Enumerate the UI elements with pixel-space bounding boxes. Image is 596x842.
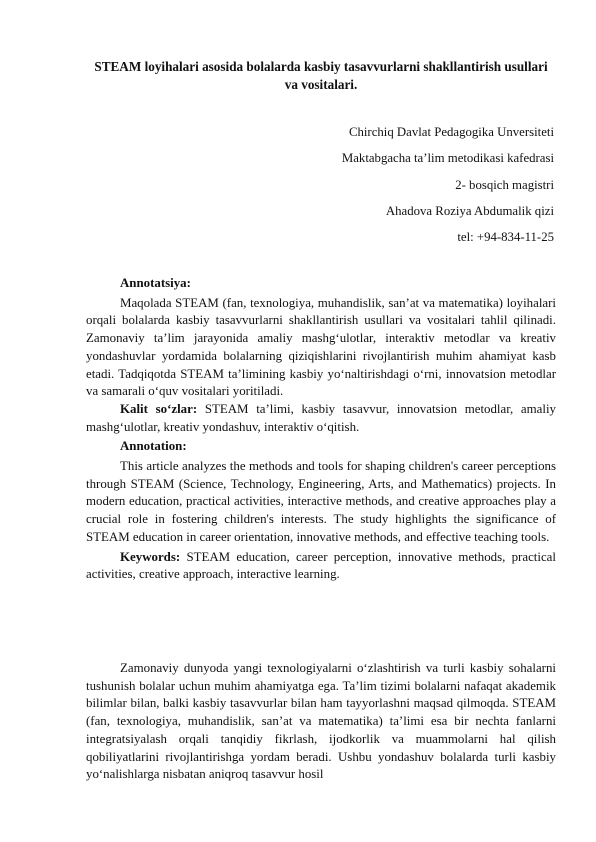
keywords-paragraph bbox=[86, 549, 556, 584]
abstract-section bbox=[86, 275, 556, 584]
main-text-section bbox=[86, 660, 556, 784]
keywords-label: Keywords: bbox=[120, 549, 181, 564]
author-phone: tel: +94-834-11-25 bbox=[457, 230, 554, 244]
annotation-heading: Annotation: bbox=[120, 439, 187, 454]
kalit-sozlar-label: Kalit so‘zlar: bbox=[120, 401, 198, 416]
annotation-body: This article analyzes the methods and tools for shaping children's career perceptions through STEAM (Science, Technology, Engineering, Arts, and Mathematics) projects. In modern education, practical activities, interactive methods, and creative approaches play a crucial role in fostering children's interests. The study highlights the significance of STEAM education in career orientation, innovative methods, and effective teaching tools. bbox=[86, 459, 556, 544]
annotatsiya-heading: Annotatsiya: bbox=[120, 276, 191, 290]
author-name: Ahadova Roziya Abdumalik qizi bbox=[385, 204, 554, 218]
affiliation-department: Maktabgacha ta’lim metodikasi kafedrasi bbox=[341, 151, 554, 165]
paper-title: STEAM loyihalari asosida bolalarda kasbiy tasavvurlarni shakllantirish usullari va vositalari. bbox=[94, 59, 548, 92]
annotatsiya-body: Maqolada STEAM (fan, texnologiya, muhandislik, san’at va matematika) loyihalari orqali bolalarda kasbiy tasavvurlarni shakllantirish usullari va vositalari tahlil qilinadi. Zamonaviy ta’lim jarayonida amaliy mashg‘ulotlar, interaktiv metodlar va kreativ yondashuvlar yordamida bolalarning qiziqishlarini rivojlantirish muhim ahamiyat kasb etadi. Tadqiqotda STEAM ta’limining kasbiy yo‘naltirishdagi o‘rni, innovatsion metodlar va samarali o‘quv vositalari yoritiladi. bbox=[86, 295, 556, 399]
kalit-sozlar-paragraph bbox=[86, 401, 556, 436]
keywords-text: STEAM education, career perception, innovative methods, practical activities, creative approach, interactive learning. bbox=[86, 549, 556, 582]
main-paragraph: Zamonaviy dunyoda yangi texnologiyalarni o‘zlashtirish va turli kasbiy sohalarni tushunish bolalar uchun muhim ahamiyatga ega. Ta’lim tizimi bolalarni nafaqat akademik bilimlar bilan, balki kasbiy tasavvurlar bilan ham tayyorlashni maqsad qilmoqda. STEAM (fan, texnologiya, muhandislik, san’at va matematika) ta’limi esa bir nechta fanlarni integratsiyalash orqali tanqidiy fikrlash, ijodkorlik va muammolarni hal qilish qobiliyatlarini rivojlantirishga yordam beradi. Ushbu yondashuv bolalarda turli kasbiy yo‘nalishlarga nisbatan aniqroq tasavvur hosil bbox=[86, 661, 556, 782]
affiliation-degree: 2- bosqich magistri bbox=[455, 178, 554, 192]
affiliation-university: Chirchiq Davlat Pedagogika Unversiteti bbox=[348, 125, 554, 139]
kalit-sozlar-text: STEAM ta’limi, kasbiy tasavvur, innovatsion metodlar, amaliy mashg‘ulotlar, kreativ yondashuv, interaktiv o‘qitish. bbox=[86, 401, 557, 434]
